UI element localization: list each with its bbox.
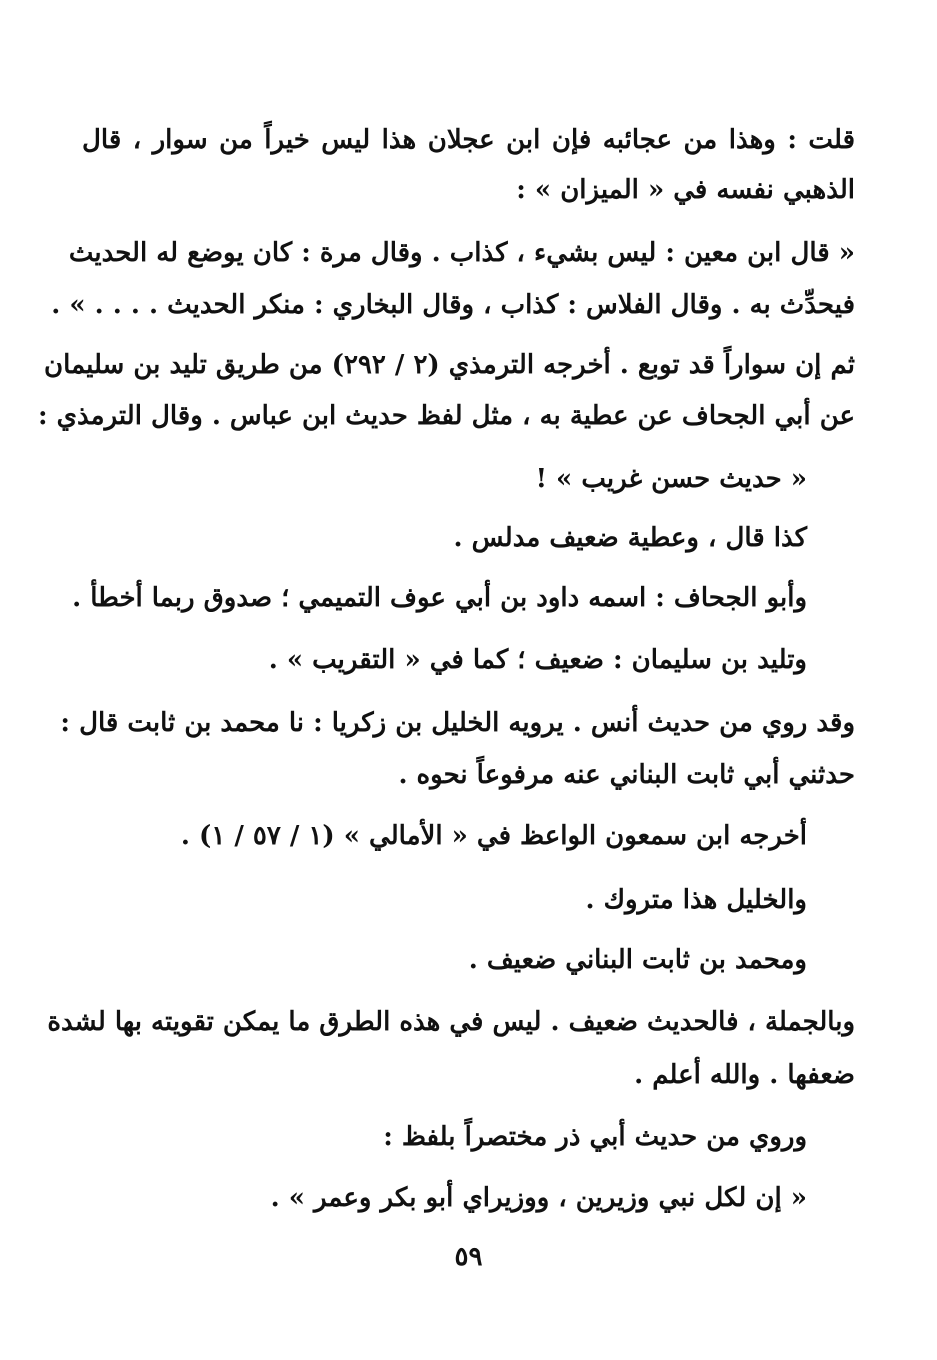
text-line-19: « إن لكل نبي وزيرين ، ووزيراي أبو بكر وعمر » . — [270, 1183, 807, 1213]
text-line-11: وقد روي من حديث أنس . يرويه الخليل بن زكريا : نا محمد بن ثابت قال : — [60, 708, 855, 738]
text-line-15: ومحمد بن ثابت البناني ضعيف . — [468, 945, 807, 975]
text-line-8: كذا قال ، وعطية ضعيف مدلس . — [453, 523, 807, 553]
text-line-14: والخليل هذا متروك . — [585, 885, 807, 915]
text-line-9: وأبو الجحاف : اسمه داود بن أبي عوف التميمي ؛ صدوق ربما أخطأ . — [72, 583, 807, 613]
text-line-4: فيحدِّث به . وقال الفلاس : كذاب ، وقال البخاري : منكر الحديث . . . . » . — [51, 290, 855, 320]
text-line-17: ضعفها . والله أعلم . — [634, 1060, 855, 1090]
text-line-5: ثم إن سواراً قد توبع . أخرجه الترمذي (٢ / ٢٩٢) من طريق تليد بن سليمان — [44, 350, 855, 380]
text-line-2: الذهبي نفسه في « الميزان » : — [516, 175, 855, 205]
text-line-3: « قال ابن معين : ليس بشيء ، كذاب . وقال مرة : كان يوضع له الحديث — [68, 238, 855, 268]
text-line-10: وتليد بن سليمان : ضعيف ؛ كما في « التقريب » . — [268, 645, 807, 675]
text-line-16: وبالجملة ، فالحديث ضعيف . ليس في هذه الطرق ما يمكن تقويته بها لشدة — [47, 1007, 855, 1037]
text-line-12: حدثني أبي ثابت البناني عنه مرفوعاً نحوه . — [398, 760, 855, 790]
text-line-13: أخرجه ابن سمعون الواعظ في « الأمالي » (١ / ٥٧ / ١) . — [180, 821, 807, 851]
page-number: ٥٩ — [454, 1242, 483, 1272]
text-line-18: وروي من حديث أبي ذر مختصراً بلفظ : — [383, 1122, 807, 1152]
text-line-1: قلت : وهذا من عجائبه فإن ابن عجلان هذا ليس خيراً من سوار ، قال — [82, 125, 855, 155]
text-line-7: « حديث حسن غريب » ! — [535, 464, 807, 494]
text-line-6: عن أبي الجحاف عن عطية به ، مثل لفظ حديث ابن عباس . وقال الترمذي : — [38, 401, 855, 431]
